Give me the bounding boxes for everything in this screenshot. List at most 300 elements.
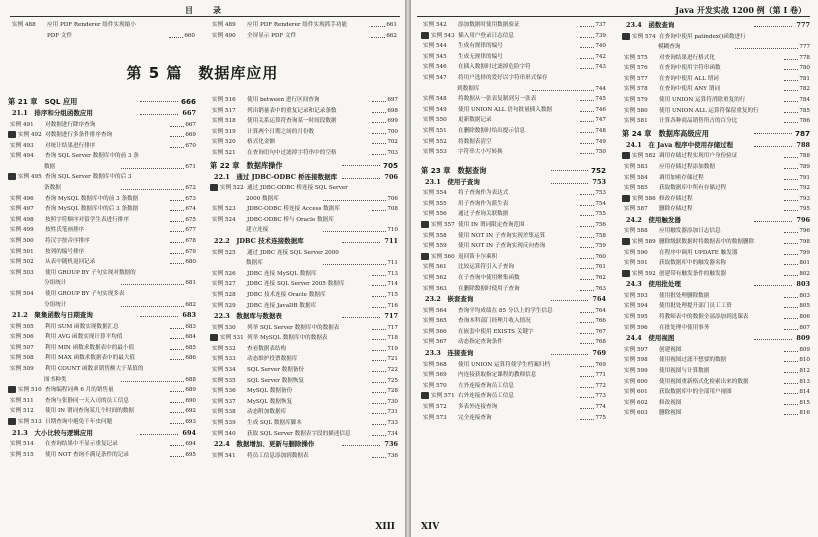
page-ref: 764 (591, 294, 606, 306)
example-number: 实例 561 (423, 264, 447, 271)
section-heading (622, 140, 810, 152)
toc-entry (210, 31, 397, 42)
page-ref: 753 (594, 188, 606, 199)
page-ref: 795 (798, 204, 810, 215)
leader-dots (372, 424, 386, 425)
toc-entry (421, 220, 606, 231)
example-number: 实例 524 (212, 216, 236, 223)
leader-dots (580, 247, 594, 248)
entry-title: 利用 MAX 函数求数据表中的最大值 (45, 355, 136, 362)
example-number: 实例 537 (212, 398, 236, 405)
entry-title: 图书种类 (44, 376, 67, 383)
page-ref: 667 (184, 120, 196, 131)
leader-dots (372, 392, 386, 393)
example-number: 实例 490 (212, 32, 236, 39)
page-ref: 773 (594, 391, 606, 402)
entry-title: SQL Server 数据备份 (247, 366, 305, 373)
page-ref: 788 (795, 140, 810, 152)
example-number: 实例 595 (624, 314, 648, 321)
leader-dots (372, 371, 386, 372)
top-entries-left (10, 20, 195, 41)
entry-title: 按列的编号排序 (45, 248, 85, 255)
leader-dots (372, 154, 386, 155)
example-number: 实例 497 (10, 206, 34, 213)
toc-entry (622, 173, 810, 184)
example-number: 实例 558 (423, 232, 447, 239)
entry-title: 查询 SQL Server 数据库中的后 3 (45, 174, 132, 181)
section-heading (622, 20, 810, 32)
leader-dots (170, 349, 184, 350)
leader-dots (580, 26, 594, 27)
leader-dots (323, 231, 386, 232)
entry-title: 生成无规律的编号 (458, 53, 503, 60)
entry-title: 在查询中使用 ANY 谓词 (659, 86, 720, 93)
toc-entry (622, 53, 810, 64)
entry-title: 使用视图过滤不想要的数据 (659, 357, 727, 364)
example-number: 实例 533 (212, 356, 236, 363)
leader-dots (170, 126, 184, 127)
leader-dots (372, 360, 386, 361)
leader-dots (580, 226, 594, 227)
leader-dots (170, 147, 184, 148)
leader-dots (580, 376, 594, 377)
heading-text: 24.4 使用视图 (626, 334, 675, 343)
leader-dots (580, 366, 594, 367)
example-number: 实例 542 (423, 22, 447, 28)
entry-title: 对数据进行降序查询 (45, 121, 96, 128)
leader-dots (140, 316, 178, 317)
example-number: 实例 512 (10, 408, 34, 415)
example-number: 实例 557 (431, 222, 455, 228)
leader-dots (551, 300, 589, 301)
leader-dots (784, 329, 798, 330)
leader-dots (170, 328, 184, 329)
example-number: 实例 566 (423, 328, 447, 335)
entry-title: 分组统计 (44, 301, 67, 308)
page-ref: 785 (798, 106, 810, 117)
toc-entry (421, 188, 606, 199)
entry-title: 在查询中使用 patindex()函数进行 (659, 33, 746, 40)
entry-title: 获取 SQL Server 数据表字段的描述信息 (247, 430, 351, 437)
leader-dots (784, 232, 798, 233)
page-ref: 763 (594, 284, 606, 295)
toc-entry (210, 204, 398, 215)
toc-entry (210, 183, 398, 194)
toc-entry (421, 370, 606, 381)
toc-entry (421, 316, 606, 327)
example-number: 实例 528 (212, 291, 236, 298)
leader-dots (580, 258, 594, 259)
entry-title: 完全连接查询 (458, 414, 492, 421)
leader-dots (121, 381, 184, 382)
entry-title: 生成 SQL 数据库脚本 (247, 419, 302, 426)
page-ref: 671 (184, 162, 196, 173)
heading-text: 第 23 章 数据查询 (421, 165, 487, 175)
example-number: 实例 554 (423, 190, 447, 197)
toc-entry (622, 74, 810, 85)
page-ref: 801 (798, 258, 810, 269)
heading-text: 23.3 连接查询 (425, 349, 474, 358)
page-ref: 708 (386, 204, 398, 215)
page-ref: 702 (386, 137, 398, 148)
toc-entry (421, 241, 606, 252)
toc-entry-continuation (622, 42, 810, 53)
entry-title: 使用 GROUP BY 子句实现多表 (45, 291, 125, 297)
entry-title: 动态维护投票数据库 (247, 356, 298, 363)
page-ref: 753 (591, 177, 606, 189)
toc-entry (210, 451, 398, 462)
section-heading (210, 439, 398, 451)
entry-title: 将数据表清空 (458, 138, 492, 145)
leader-dots (784, 393, 798, 394)
page-ref: 812 (798, 366, 810, 377)
example-number: 实例 521 (212, 149, 236, 156)
toc-entry (8, 172, 196, 183)
page-ref: 816 (798, 408, 810, 419)
toc-entry (622, 398, 810, 409)
entry-title: 2000 数据库 (246, 195, 279, 202)
toc-entry (8, 450, 196, 461)
page-ref: 710 (386, 225, 398, 236)
page-ref: 752 (590, 165, 606, 175)
page-ref: 722 (386, 365, 398, 376)
page-ref: 717 (383, 311, 398, 323)
leader-dots (121, 168, 184, 169)
leader-dots (342, 242, 380, 243)
leader-dots (371, 26, 385, 27)
heading-text: 22.3 数据库与数据表 (214, 312, 282, 321)
video-badge-icon (8, 131, 16, 138)
leader-dots (170, 136, 184, 137)
toc-entry (8, 247, 196, 258)
toc-entry (8, 417, 196, 428)
leader-dots (323, 200, 386, 201)
entry-title: 到数据库 (457, 85, 480, 92)
entry-title: 利用 COUNT 函数求销售额大于某值的 (45, 366, 144, 373)
page-ref: 774 (594, 402, 606, 413)
example-number: 实例 552 (423, 138, 447, 145)
example-number: 实例 597 (624, 346, 648, 353)
entry-title: 使用视图重新格式化检索出来的数据 (659, 378, 749, 385)
page-ref: 780 (798, 63, 810, 74)
leader-dots (754, 339, 792, 340)
page-number: XIII (375, 522, 395, 532)
example-number: 实例 534 (212, 366, 236, 373)
toc-entry (421, 231, 606, 242)
leader-dots (372, 133, 386, 134)
toc-entry (421, 73, 606, 84)
entry-title: 在查询中使用字符串函数 (659, 65, 721, 72)
example-number: 实例 588 (624, 228, 648, 235)
entry-title: 对统计结果进行排序 (45, 142, 96, 149)
leader-dots (140, 114, 178, 115)
example-number: 实例 587 (624, 206, 648, 213)
leader-dots (372, 457, 386, 458)
leader-dots (754, 146, 792, 147)
entry-title: 查询与张静同一天入司的员工信息 (45, 397, 129, 404)
video-badge-icon (8, 173, 16, 180)
entry-title: 删除级联数据时将数据表中的数据删除 (659, 239, 755, 245)
example-number: 实例 547 (423, 74, 447, 81)
leader-dots (170, 423, 184, 424)
entry-title: 查询平均成绩在 85 分以上的学生信息 (458, 307, 553, 314)
page-ref: 768 (594, 337, 606, 348)
toc-column-right (622, 20, 810, 419)
leader-dots (121, 284, 184, 285)
page-ref: 725 (386, 376, 398, 387)
page-ref: 815 (798, 398, 810, 409)
page-ref: 748 (594, 126, 606, 137)
entry-title: 计算两个日期之间的月份数 (247, 128, 315, 135)
leader-dots (170, 263, 184, 264)
page-ref: 693 (184, 417, 196, 428)
example-number: 实例 503 (10, 269, 34, 276)
entry-title: 使用批处理提升部门员工工资 (659, 303, 732, 310)
page-ref: 799 (798, 248, 810, 259)
toc-entry (8, 204, 196, 215)
toc-entry (210, 248, 398, 259)
page-ref: 750 (594, 147, 606, 158)
entry-title: 利用 MIN 函数求数据表中的最小值 (45, 344, 135, 351)
leader-dots (754, 285, 792, 286)
example-number: 实例 514 (10, 441, 34, 448)
example-number: 实例 536 (212, 388, 236, 395)
entry-title: JDBC-ODBC 桥与 Oracle 数据库 (247, 216, 334, 223)
example-number: 实例 567 (423, 339, 447, 346)
toc-entry (421, 381, 606, 392)
top-entries-right (210, 20, 397, 41)
entry-title: 插入用户登录日志信息 (458, 32, 514, 39)
toc-entry (421, 31, 606, 42)
page-ref: 680 (184, 257, 196, 268)
toc-entry-continuation (421, 84, 606, 95)
toc-entry-continuation (210, 258, 398, 269)
entry-title: 对查询结果进行格式化 (659, 54, 715, 61)
page-ref: 739 (594, 31, 606, 42)
leader-dots (580, 387, 594, 388)
leader-dots (170, 391, 184, 392)
right-page (411, 0, 818, 537)
page-ref: 740 (594, 41, 606, 52)
leader-dots (784, 297, 798, 298)
entry-title: 使用 NOT 查询不满足条件的记录 (45, 451, 129, 458)
toc-entry (210, 116, 398, 127)
toc-entry (8, 236, 196, 247)
page-ref: 766 (594, 316, 606, 327)
entry-title: 将汉字按音序排序 (45, 238, 90, 245)
entry-title: 从表中随机返回记录 (45, 259, 96, 266)
leader-dots (170, 221, 184, 222)
example-number: 实例 589 (632, 239, 656, 245)
video-badge-icon (622, 195, 630, 202)
leader-dots (170, 231, 184, 232)
leader-dots (784, 189, 798, 190)
page-ref: 681 (184, 278, 196, 289)
toc-entry (421, 94, 606, 105)
example-number: 实例 498 (10, 216, 34, 223)
section-heading (622, 333, 810, 345)
leader-dots (784, 372, 798, 373)
leader-dots (372, 350, 386, 351)
toc-entry (210, 429, 398, 440)
toc-entry (8, 289, 196, 300)
entry-title: 列出销量表中的重复记录和记录条数 (247, 107, 337, 114)
page-ref: 682 (184, 300, 196, 311)
page-ref: 690 (184, 396, 196, 407)
page-ref: 803 (795, 279, 810, 291)
entry-title: JDBC 技术连接 Oracle 数据库 (247, 291, 326, 298)
example-number: 实例 571 (431, 393, 455, 400)
leader-dots (784, 101, 798, 102)
page-ref: 792 (798, 183, 810, 194)
page-ref: 673 (184, 194, 196, 205)
leader-dots (121, 189, 184, 190)
toc-entry (210, 95, 398, 106)
leader-dots (784, 69, 798, 70)
leader-dots (580, 419, 594, 420)
page-ref: 683 (184, 322, 196, 333)
toc-entry (421, 147, 606, 158)
page-ref: 789 (798, 162, 810, 173)
leader-dots (551, 183, 589, 184)
page-ref: 678 (184, 236, 196, 247)
entry-title: 将用户选择的爱好以字符串形式保存 (458, 74, 548, 81)
leader-dots (170, 338, 184, 339)
header-rule (10, 16, 400, 17)
toc-entry (622, 312, 810, 323)
example-number: 实例 579 (624, 97, 648, 104)
heading-text: 23.2 嵌套查询 (425, 295, 474, 304)
page-ref: 683 (181, 310, 196, 322)
example-number: 实例 513 (18, 419, 42, 426)
running-head: Java 开发实战 1200 例（第 I 卷） (675, 5, 806, 15)
example-number: 实例 499 (10, 227, 34, 234)
toc-entry (421, 115, 606, 126)
leader-dots (784, 383, 798, 384)
page-ref: 700 (386, 127, 398, 138)
entry-title: 将员工信息添加到数据表 (247, 452, 309, 459)
leader-dots (170, 445, 184, 446)
toc-entry (622, 32, 810, 43)
entry-title: 动态附加数据库 (247, 409, 287, 416)
chapter-heading (622, 127, 810, 140)
page-ref: 698 (386, 106, 398, 117)
page-ref: 814 (798, 387, 810, 398)
toc-entry (622, 116, 810, 127)
leader-dots (784, 210, 798, 211)
example-number: 实例 501 (10, 248, 34, 255)
entry-title: 数据库 (246, 260, 263, 267)
leader-dots (580, 100, 594, 101)
leader-dots (580, 279, 594, 280)
toc-entry (421, 137, 606, 148)
left-page (0, 0, 405, 537)
page-ref: 769 (591, 348, 606, 360)
page-ref: 695 (184, 450, 196, 461)
heading-text: 24.2 使用触发器 (626, 215, 681, 224)
example-number: 实例 583 (624, 163, 648, 170)
example-number: 实例 493 (10, 142, 34, 149)
leader-dots (580, 143, 594, 144)
entry-title: 左外连接查询员工信息 (458, 382, 514, 389)
toc-entry (8, 322, 196, 333)
page-ref: 809 (795, 333, 810, 345)
example-number: 实例 560 (431, 253, 455, 260)
entry-title: 在删除数据时给出提示信息 (458, 127, 526, 134)
leader-dots (372, 329, 386, 330)
entry-title: 在查询中使用 ALL 谓词 (659, 75, 719, 82)
page-ref: 706 (386, 194, 398, 205)
heading-text: 24.1 在 Java 程序中使用存储过程 (626, 140, 734, 149)
entry-title: 内连接获取指定课程的教师信息 (458, 372, 537, 379)
heading-text: 22.4 数据增加、更新与删除操作 (214, 440, 315, 449)
entry-title: 列举 SQL Server 数据库中的数据表 (247, 324, 340, 331)
entry-title: 使用 UNION 运算符使学生档案归档 (458, 361, 550, 368)
example-number: 实例 582 (632, 153, 656, 160)
entry-title: 删除视图 (659, 410, 682, 417)
example-number: 实例 491 (10, 121, 34, 128)
toc-entry (210, 323, 398, 334)
example-number: 实例 594 (624, 303, 648, 310)
page-ref: 749 (594, 137, 606, 148)
toc-entry (210, 354, 398, 365)
example-number: 实例 488 (12, 22, 36, 28)
example-number: 实例 578 (624, 86, 648, 93)
example-number: 实例 562 (423, 274, 447, 281)
leader-dots (170, 210, 184, 211)
example-number: 实例 546 (423, 64, 447, 71)
example-number: 实例 508 (10, 355, 34, 362)
example-number: 实例 529 (212, 302, 236, 309)
entry-title: 全屏显示 PDF 文件 (247, 32, 297, 39)
leader-dots (580, 312, 594, 313)
entry-title: 删除存储过程 (659, 206, 693, 213)
section-heading (622, 279, 810, 291)
leader-dots (372, 285, 386, 286)
toc-entry (8, 141, 196, 152)
page-ref: 803 (798, 291, 810, 302)
toc-entry (8, 332, 196, 343)
leader-dots (580, 268, 594, 269)
toc-entry (421, 402, 606, 413)
leader-dots (784, 157, 798, 158)
page-ref: 706 (383, 172, 398, 184)
page-ref: 713 (386, 269, 398, 280)
page-ref: 746 (594, 105, 606, 116)
example-number: 实例 586 (632, 195, 656, 202)
entry-title: 模糊查询 (658, 44, 681, 51)
section-heading (8, 310, 196, 322)
entry-title: 按姓氏笔画排序 (45, 227, 85, 234)
page-ref: 721 (386, 354, 398, 365)
leader-dots (323, 264, 386, 265)
example-number: 实例 522 (220, 185, 244, 192)
chapter-heading (421, 164, 606, 177)
example-number: 实例 572 (423, 403, 447, 410)
leader-dots (140, 434, 178, 435)
example-number: 实例 519 (212, 128, 236, 135)
heading-text: 24.3 使用批处理 (626, 280, 681, 289)
page-ref: 745 (594, 94, 606, 105)
leader-dots (532, 90, 594, 91)
example-number: 实例 550 (423, 117, 447, 124)
example-number: 实例 563 (423, 285, 447, 292)
toc-entry (622, 323, 810, 334)
page-ref: 734 (386, 429, 398, 440)
toc-entry (421, 360, 606, 371)
leader-dots (169, 37, 183, 38)
leader-dots (170, 242, 184, 243)
